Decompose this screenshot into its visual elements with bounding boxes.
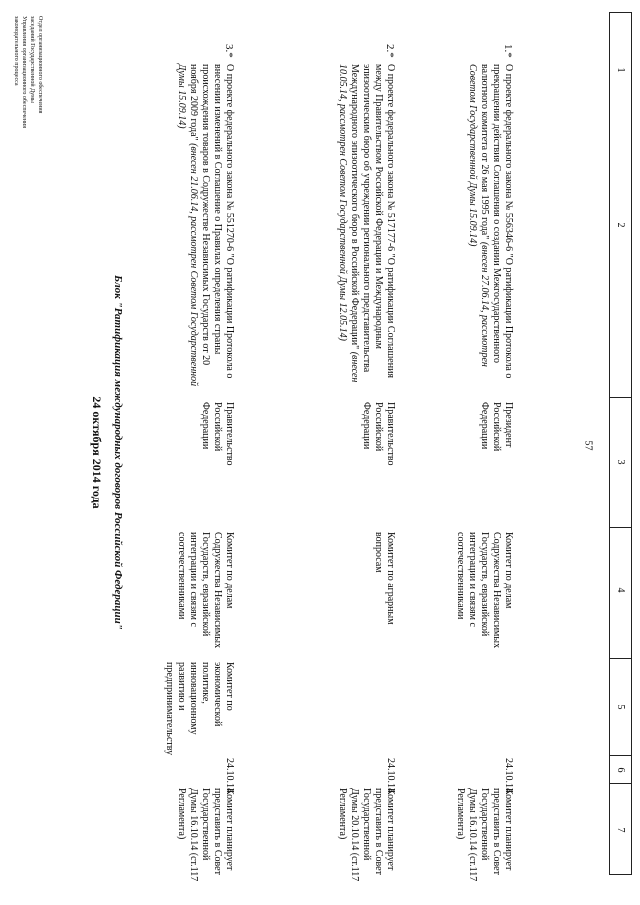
bill-title: О проекте федерального закона № 517177-6 "О ратификации Соглашения между Правительством Российской Федерации и Международным эпизоотическим бюро об учреждении регионального представительства Международного эпизоотического бюро в Российской Федерации" xyxy=(349,64,396,379)
row-description xyxy=(466,64,514,392)
responsible-committee: Комитет по делам Содружества Независимых Государств, евразийской интеграции и связям с соотечественниками xyxy=(455,532,514,649)
bill-note: (внесен 27.06.14, рассмотрен Советом Государственной Думы 15.09.14) xyxy=(467,64,490,367)
initiator: Президент Российской Федерации xyxy=(479,402,514,452)
header-divider xyxy=(609,397,632,398)
responsible-committee: Комитет по аграрным вопросам xyxy=(373,532,396,625)
block-title: Блок "Ратификация международных договоров Российской Федерации" xyxy=(112,275,124,630)
header-divider xyxy=(609,527,632,528)
column-header: 1 xyxy=(615,67,626,73)
responsible-committee: Комитет по делам Содружества Независимых Государств, евразийской интеграции и связям с соотечественниками xyxy=(176,532,235,649)
date: 24.10.14 xyxy=(385,758,396,793)
initiator: Правительство Российской Федерации xyxy=(200,402,235,466)
column-header: 5 xyxy=(615,704,626,710)
row-number: 1.* xyxy=(502,44,514,58)
date: 24.10.14 xyxy=(224,758,235,793)
footer-line: Отдел организационного обеспечения заседаний Государственной Думы xyxy=(29,16,43,114)
header-top-rule xyxy=(631,12,632,874)
column-header: 7 xyxy=(615,827,626,833)
header-divider xyxy=(609,12,632,13)
header-divider xyxy=(609,658,632,659)
row-number: 3.* xyxy=(223,44,235,58)
footer-note xyxy=(12,16,44,136)
bill-note: (внесен 21.06.14, рассмотрен Советом Государственной Думы 15.09.14) xyxy=(176,64,199,387)
bill-title: О проекте федерального закона № 556346-6 "О ратификации Протокола о прекращении действия Соглашения о создании Межгосударственного валютного комитета от 26 мая 1995 года" xyxy=(479,64,514,379)
header-divider xyxy=(609,874,632,875)
remarks: Комитет планирует представить в Совет Государственной Думы 20.10.14 (ст.117 Регламента) xyxy=(337,788,396,882)
remarks: Комитет планирует представить в Совет Государственной Думы 16.10.14 (ст.117 Регламента) xyxy=(455,788,514,882)
row-description xyxy=(175,64,235,392)
co-committee: Комитет по экономической политике, инновационному развитию и предпринимательству xyxy=(164,662,235,756)
column-header: 6 xyxy=(615,767,626,773)
header-bottom-rule xyxy=(609,12,610,874)
remarks: Комитет планирует представить в Совет Государственной Думы 16.10.14 (ст.117 Регламента) xyxy=(176,788,235,882)
column-header: 4 xyxy=(615,587,626,593)
initiator: Правительство Российской Федерации xyxy=(361,402,396,466)
page-number-top: 57 xyxy=(582,440,594,451)
date-title: 24 октября 2014 года xyxy=(90,396,104,509)
column-header: 2 xyxy=(615,222,626,228)
row-number: 2.* xyxy=(384,44,396,58)
bill-note: (внесен 10.05.14, рассмотрен Советом Государственной Думы 12.05.14) xyxy=(337,64,360,383)
row-description xyxy=(336,64,396,392)
date: 24.10.14 xyxy=(503,758,514,793)
footer-line: Управления организационного обеспечения законодательного процесса xyxy=(13,16,27,128)
column-header: 3 xyxy=(615,459,626,465)
bill-title: О проекте федерального закона № 551270-6 "О ратификации Протокола о внесении изменений в Соглашение о Правилах определения страны происхождения товаров в Содружестве Независимых Государств от 20 ноября 2009 года" xyxy=(188,64,235,379)
